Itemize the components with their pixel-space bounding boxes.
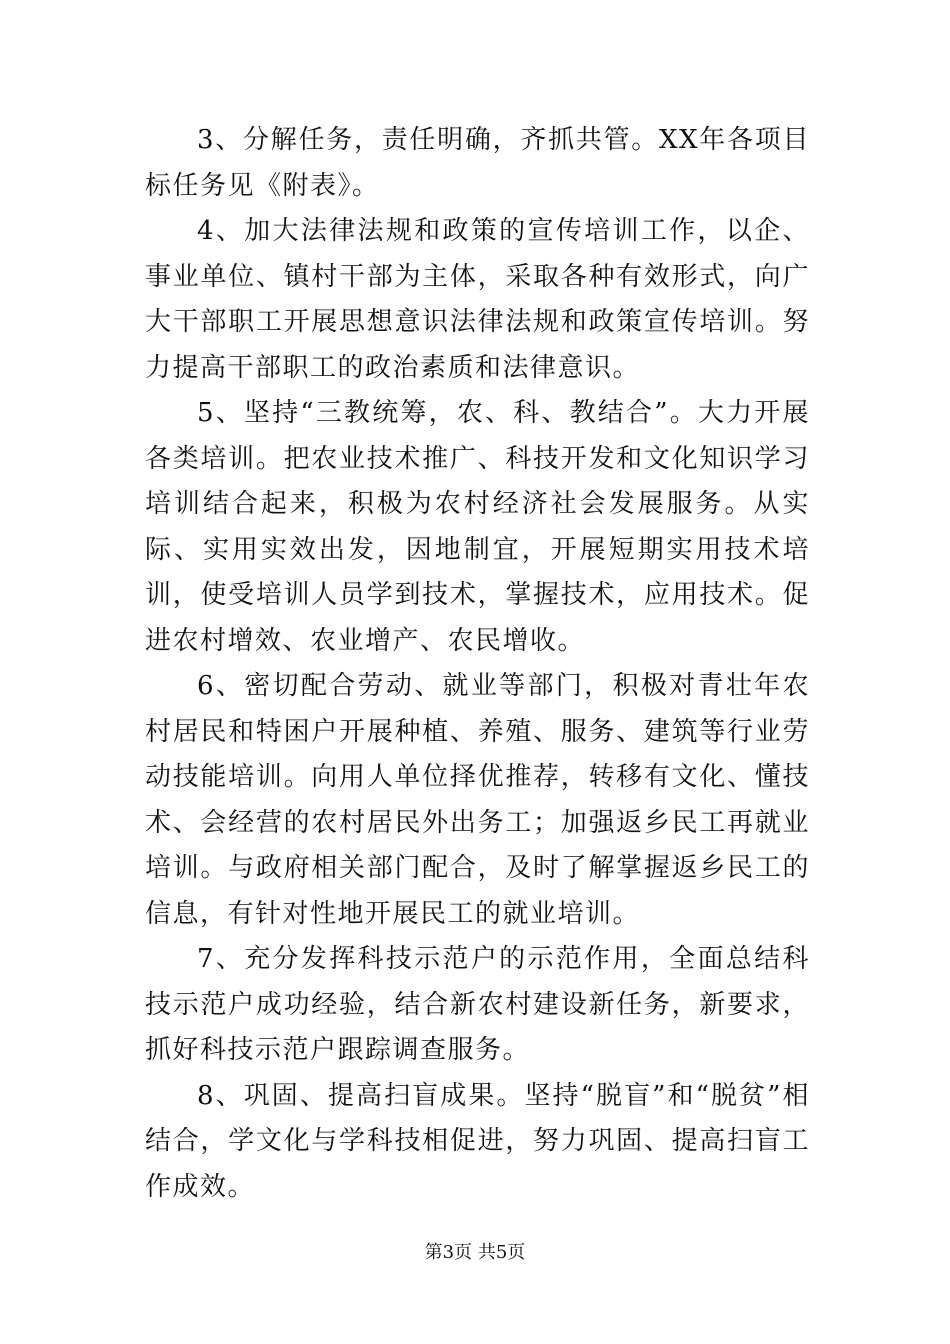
paragraph-8: 8、巩固、提高扫盲成果。坚持“脱盲”和“脱贫”相结合，学文化与学科技相促进，努力巩固、提高扫盲工作成效。	[145, 1080, 810, 1202]
paragraph-3: 3、分解任务，责任明确，齐抓共管。XX年各项目标任务见《附表》。	[145, 125, 810, 201]
document-body	[145, 118, 810, 1210]
page-footer	[0, 1238, 950, 1264]
paragraph-4: 4、加大法律法规和政策的宣传培训工作，以企、事业单位、镇村干部为主体，采取各种有效形式，向广大干部职工开展思想意识法律法规和政策宣传培训。努力提高干部职工的政治素质和法律意识。	[145, 216, 810, 383]
page-number: 第3页 共5页	[424, 1242, 526, 1263]
paragraph-5: 5、坚持“三教统筹，农、科、教结合”。大力开展各类培训。把农业技术推广、科技开发和文化知识学习培训结合起来，积极为农村经济社会发展服务。从实际、实用实效出发，因地制宜，开展短期实用技术培训，使受培训人员学到技术，掌握技术，应用技术。促进农村增效、农业增产、农民增收。	[145, 398, 810, 656]
paragraph-6: 6、密切配合劳动、就业等部门，积极对青壮年农村居民和特困户开展种植、养殖、服务、建筑等行业劳动技能培训。向用人单位择优推荐，转移有文化、懂技术、会经营的农村居民外出务工；加强返乡民工再就业培训。与政府相关部门配合，及时了解掌握返乡民工的信息，有针对性地开展民工的就业培训。	[145, 671, 810, 929]
paragraph-7: 7、充分发挥科技示范户的示范作用，全面总结科技示范户成功经验，结合新农村建设新任务，新要求，抓好科技示范户跟踪调查服务。	[145, 944, 810, 1065]
